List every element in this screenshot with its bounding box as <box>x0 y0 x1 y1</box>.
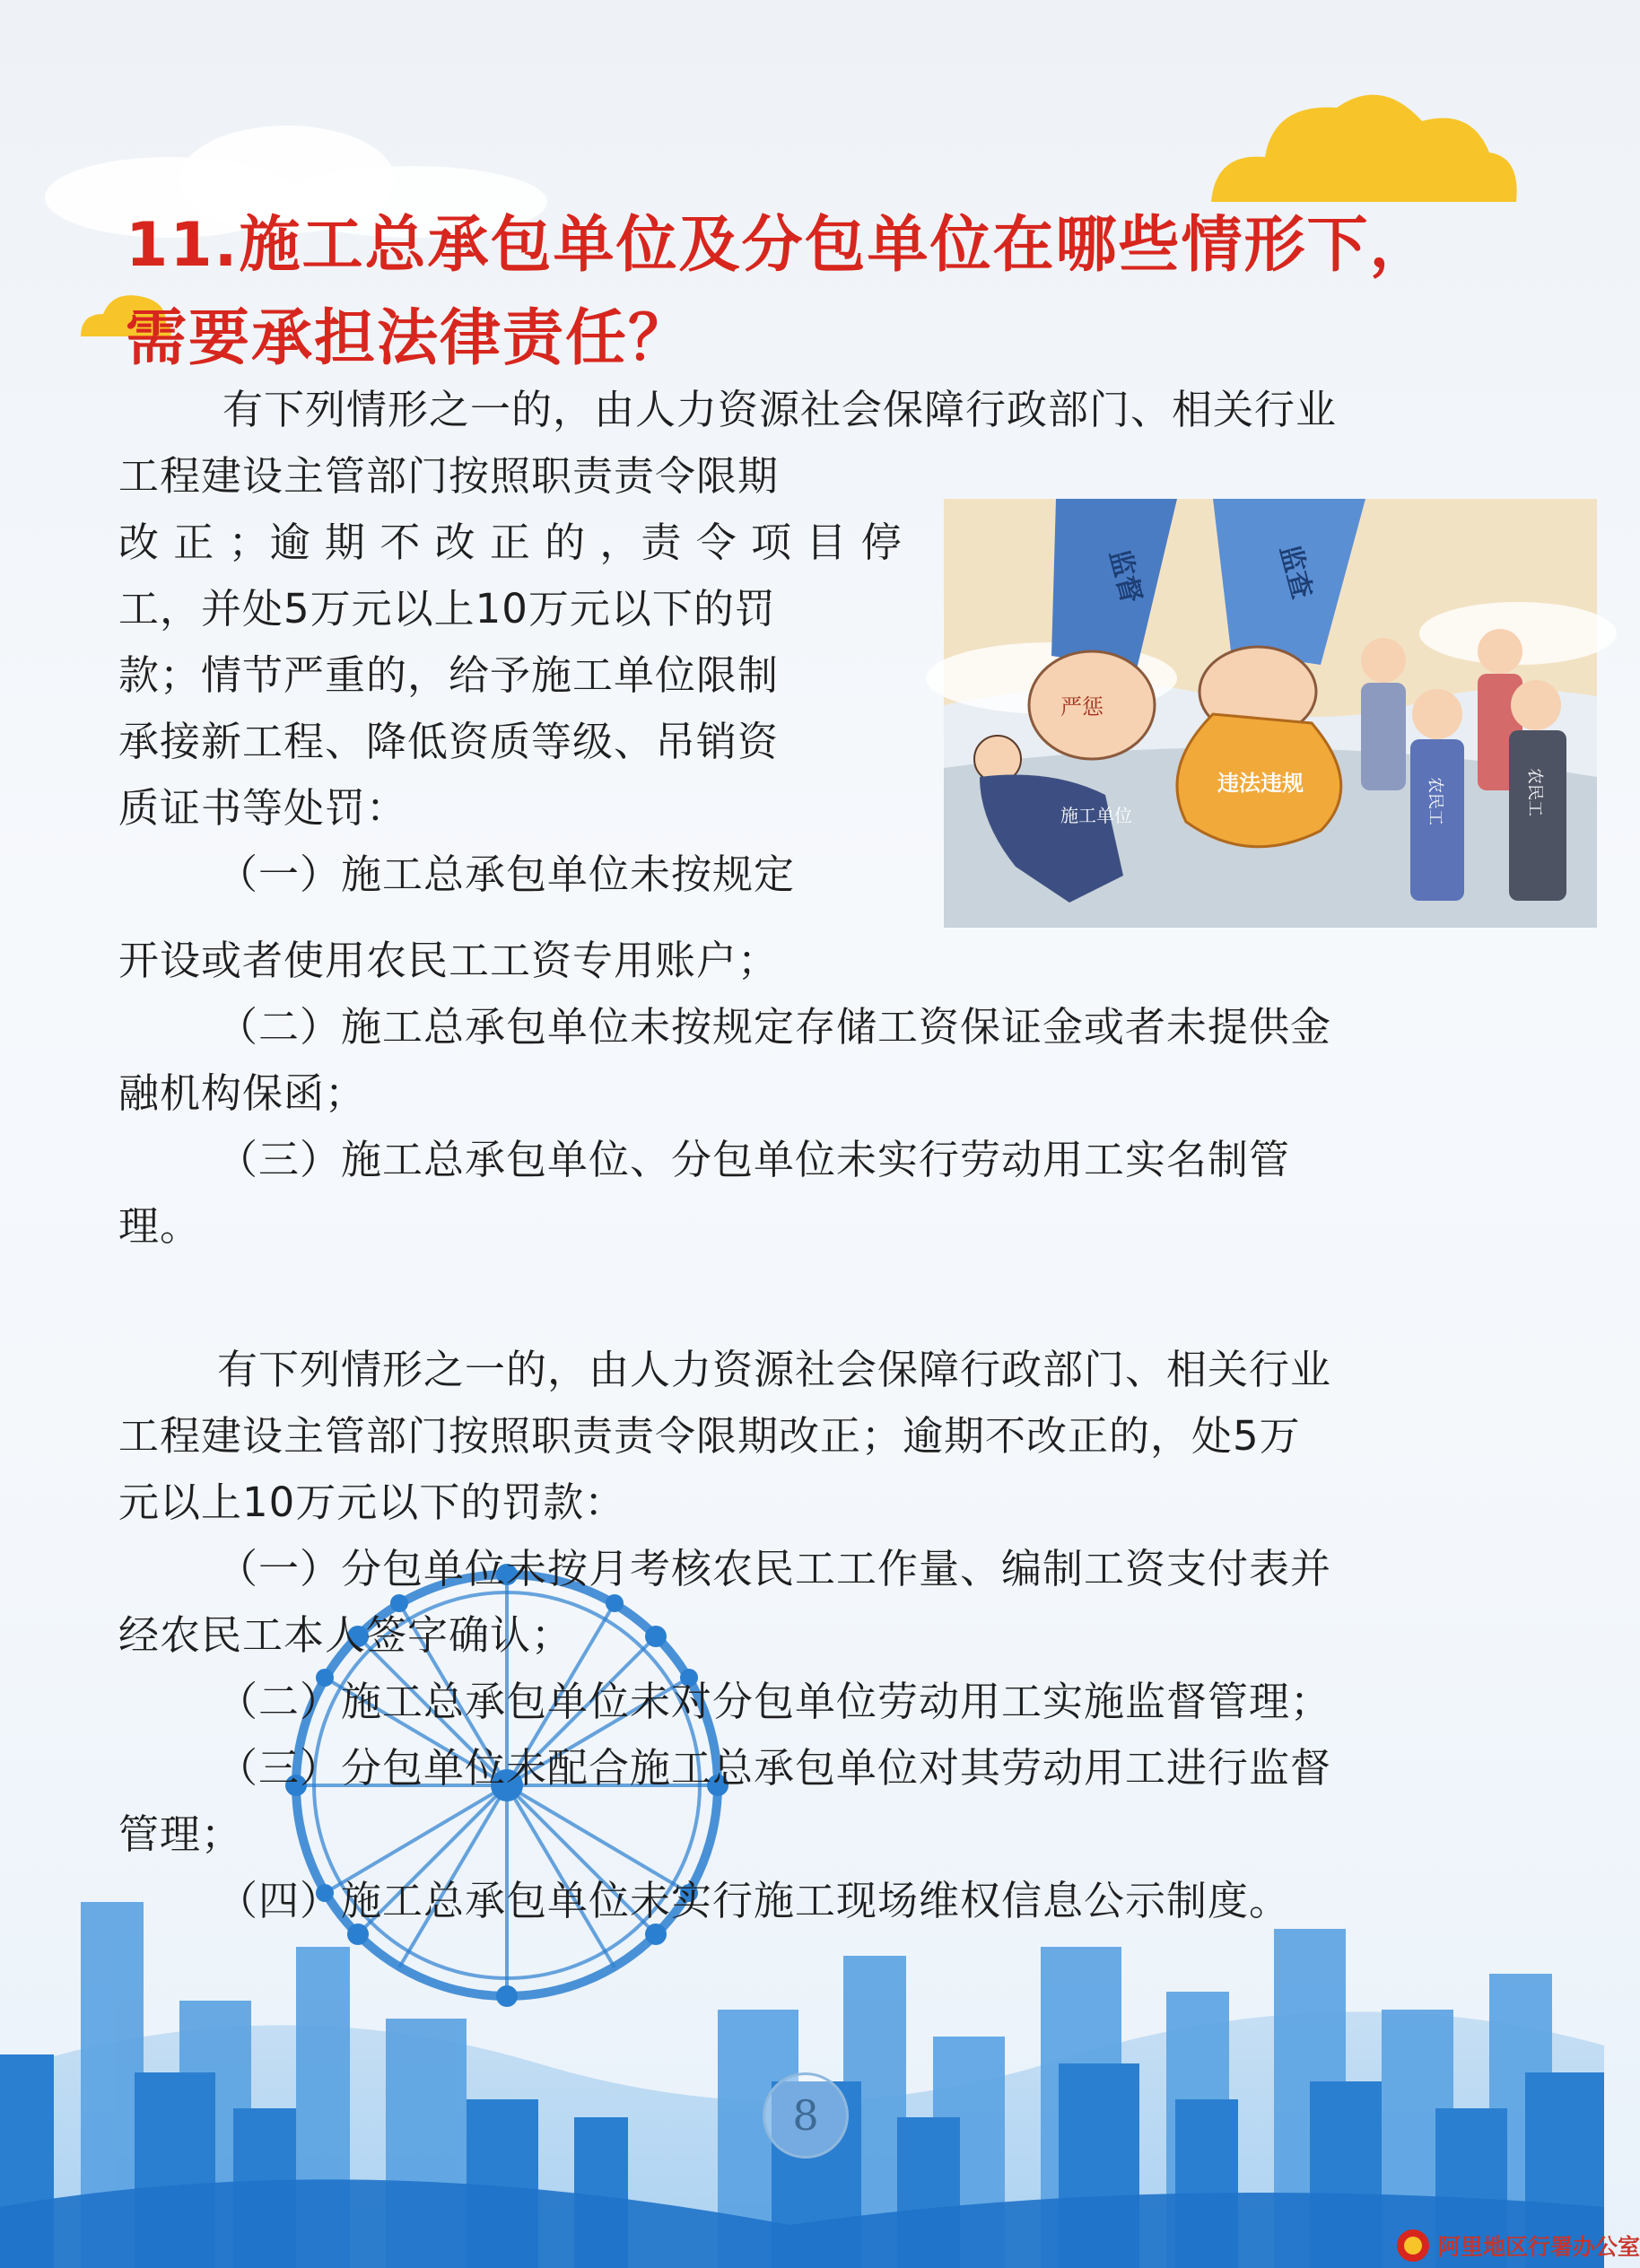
worker-label-2: 农民工 <box>1525 768 1544 816</box>
yellow-cloud-decoration <box>1202 81 1525 215</box>
bag-label: 违法违规 <box>1217 771 1304 796</box>
section2-intro-line-2: 工程建设主管部门按照职责责令限期改正；逾期不改正的，处5万 <box>118 1412 1301 1460</box>
section2-item3-rest: 管理； <box>118 1810 243 1858</box>
section2-item2: （二）施工总承包单位未对分包单位劳动用工实施监督管理； <box>217 1678 1332 1725</box>
section1-line-5: 款；情节严重的，给予施工单位限制 <box>118 651 780 699</box>
person-label: 施工单位 <box>1060 805 1132 826</box>
section1-line-4: 工，并处5万元以上10万元以下的罚 <box>118 585 776 632</box>
section2-item4: （四）施工总承包单位未实行施工现场维权信息公示制度。 <box>217 1877 1291 1924</box>
page-title <box>126 199 1525 386</box>
page-number: 8 <box>763 2072 849 2159</box>
sleeve-left-label: 监督 <box>1103 546 1147 607</box>
section1-intro-line-1: 有下列情形之一的，由人力资源社会保障行政部门、相关行业 <box>222 386 1338 433</box>
section1-item1-first: （一）施工总承包单位未按规定 <box>217 850 796 898</box>
section2-item1-rest: 经农民工本人签字确认； <box>118 1611 573 1659</box>
supervision-illustration <box>944 499 1597 928</box>
section1-line-2: 工程建设主管部门按照职责责令限期 <box>118 452 780 500</box>
sleeve-right-label: 监查 <box>1273 542 1318 603</box>
org-badge <box>1395 2227 1640 2264</box>
section1-line-6: 承接新工程、降低资质等级、吊销资 <box>118 718 780 765</box>
fist-label: 严惩 <box>1060 694 1104 720</box>
emblem-icon <box>1395 2228 1431 2264</box>
section2-intro-line-3: 元以上10万元以下的罚款： <box>118 1479 626 1526</box>
section1-items <box>118 928 1331 1260</box>
section1-item1-rest: 开设或者使用农民工工资专用账户； <box>118 937 780 984</box>
section1-line-7: 质证书等处罚： <box>118 784 408 832</box>
title-line-1: 11.施工总承包单位及分包单位在哪些情形下， <box>126 210 1433 281</box>
section2-text <box>118 1337 1331 1934</box>
section1-item3-rest: 理。 <box>118 1202 202 1250</box>
section2-item3-first: （三）分包单位未配合施工总承包单位对其劳动用工进行监督 <box>217 1744 1332 1792</box>
section2-item1-first: （一）分包单位未按月考核农民工工作量、编制工资支付表并 <box>217 1545 1332 1592</box>
section1-item2-rest: 融机构保函； <box>118 1069 367 1117</box>
section1-intro <box>124 377 1337 443</box>
title-line-2: 需要承担法律责任？ <box>126 303 692 374</box>
section1-item2-first: （二）施工总承包单位未按规定存储工资保证金或者未提供金 <box>217 1003 1332 1051</box>
section1-wrapped-text <box>118 443 926 908</box>
section2-intro-line-1: 有下列情形之一的，由人力资源社会保障行政部门、相关行业 <box>217 1346 1332 1393</box>
org-name: 阿里地区行署办公室 <box>1438 2234 1640 2260</box>
section1-line-3: 改 正 ；逾 期 不 改 正 的 ，责 令 项 目 停 <box>118 519 903 566</box>
section1-item3-first: （三）施工总承包单位、分包单位未实行劳动用工实名制管 <box>217 1136 1291 1183</box>
worker-label-1: 农民工 <box>1426 777 1444 825</box>
